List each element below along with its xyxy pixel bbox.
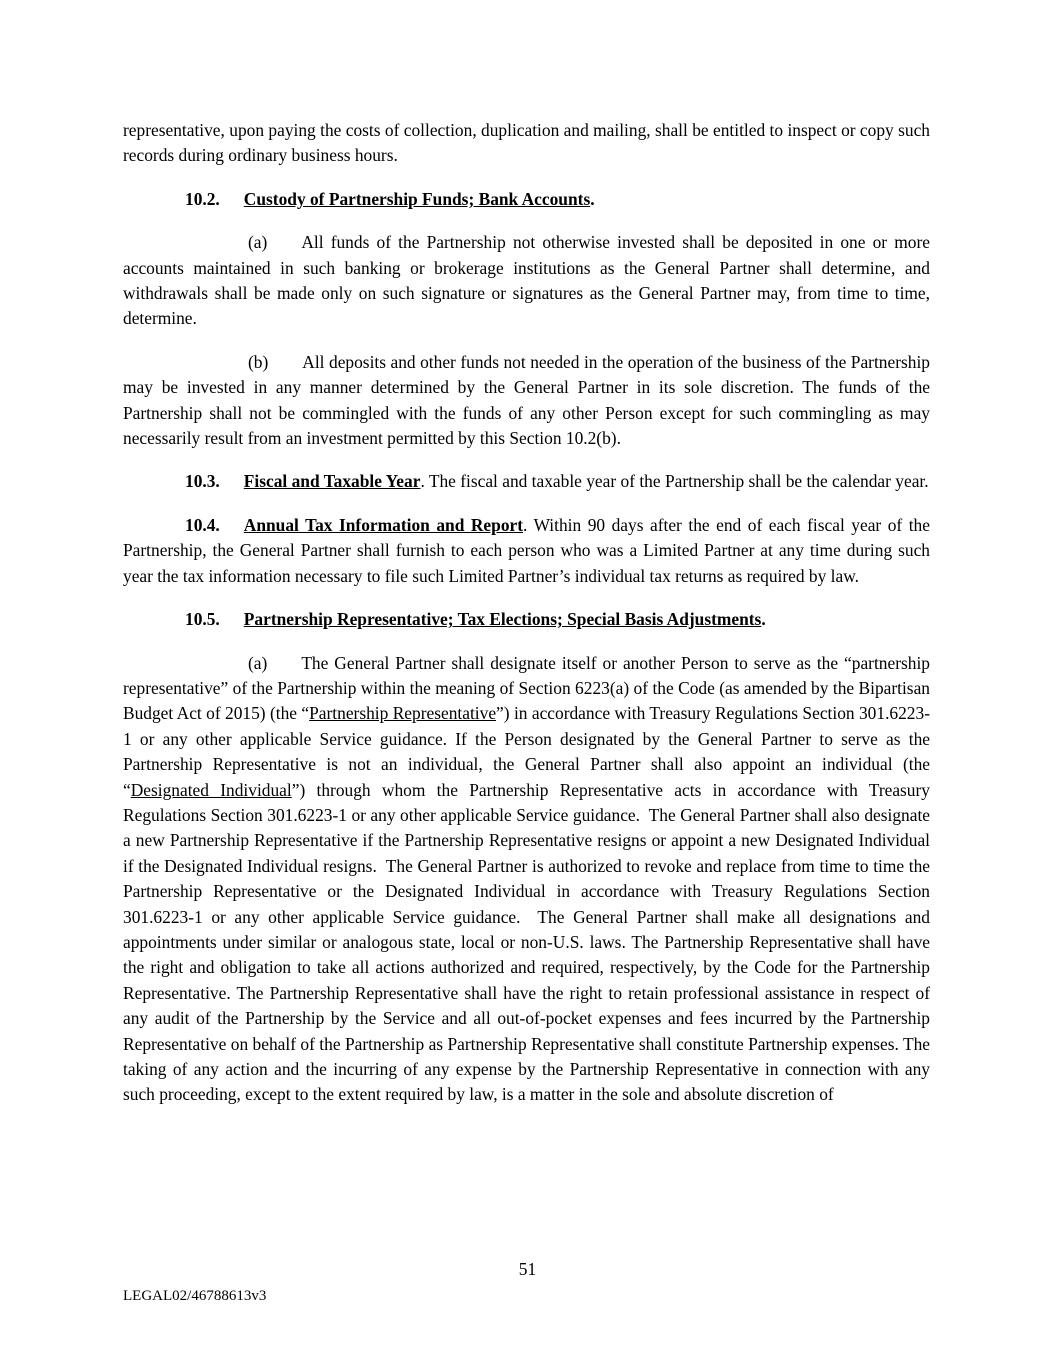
text-run: 10.3. <box>185 471 220 492</box>
text-run: ”) in accordance with Treasury Regulations Section 301.6223-1 or any other applicable Service guidance. If the Person designated by the General Partner to serve as the Partnership Representative is not an individual, the General Partner shall also appoint an individual (the “ <box>123 703 930 800</box>
heading-10-2 <box>123 187 930 212</box>
section-10-3 <box>123 469 930 494</box>
text-run: Custody of Partnership Funds; Bank Accounts <box>243 188 591 209</box>
doc-id-footer: LEGAL02/46788613v3 <box>123 1288 267 1304</box>
text-run: 10.2. <box>185 188 220 209</box>
text-run: The General Partner shall designate itself or another Person to serve as the “partnership representative” of the Partnership within the meaning of Section 6223(a) of the Code (as amended by the Bipartisan Budget Act of 2015) (the “ <box>123 652 930 724</box>
text-run: representative, upon paying the costs of collection, duplication and mailing, shall be entitled to inspect or copy such records during ordinary business hours. <box>123 120 930 166</box>
heading-10-5 <box>123 607 930 632</box>
text-run: . <box>590 188 595 209</box>
text-run: Designated Individual <box>130 779 292 800</box>
text-run: Fiscal and Taxable Year <box>243 471 421 492</box>
document-body <box>123 118 930 1126</box>
paragraph-10-5-a <box>123 651 930 1108</box>
text-run: . <box>761 609 766 630</box>
text-run: Partnership Representative <box>309 703 497 724</box>
paragraph-continuation <box>123 118 930 169</box>
text-run: (a) <box>248 232 268 253</box>
text-run: ”) through whom the Partnership Representative acts in accordance with Treasury Regulations Section 301.6223-1 or any other applicable Service guidance. The General Partner shall also designate a new Partnership Representative if the Partnership Representative resigns or appoint a new Designated Individual if the Designated Individual resigns. The General Partner is authorized to revoke and replace from time to time the Partnership Representative or the Designated Individual in accordance with Treasury Regulations Section 301.6223-1 or any other applicable Service guidance. The General Partner shall make all designations and appointments under similar or analogous state, local or non-U.S. laws. The Partnership Representative shall have the right and obligation to take all actions authorized and required, respectively, by the Code for the Partnership Representative. The Partnership Representative shall have the right to retain professional assistance in respect of any audit of the Partnership by the Service and all out-of-pocket expenses and fees incurred by the Partnership Representative on behalf of the Partnership as Partnership Representative shall constitute Partnership expenses. The taking of any action and the incurring of any expense by the Partnership Representative in connection with any such proceeding, except to the extent required by law, is a matter in the sole and absolute discretion of <box>123 779 930 1105</box>
text-run: All funds of the Partnership not otherwise invested shall be deposited in one or more accounts maintained in such banking or brokerage institutions as the General Partner shall determine, and withdrawals shall be made only on such signature or signatures as the General Partner may, from time to time, determine. <box>123 232 930 329</box>
text-run: 10.5. <box>185 609 220 630</box>
text-run: (b) <box>248 351 269 372</box>
text-run: All deposits and other funds not needed in the operation of the business of the Partnership may be invested in any manner determined by the General Partner in its sole discretion. The funds of the Partnership shall not be commingled with the funds of any other Person except for such commingling as may necessarily result from an investment permitted by this Section 10.2(b). <box>123 351 930 449</box>
text-run: Partnership Representative; Tax Elections; Special Basis Adjustments <box>243 609 762 630</box>
text-run: 10.4. <box>185 514 220 535</box>
text-run: (a) <box>248 652 268 673</box>
text-run: Annual Tax Information and Report <box>243 514 524 535</box>
page-number: 51 <box>518 1259 537 1279</box>
text-run: . Within 90 days after the end of each fiscal year of the Partnership, the General Partner shall furnish to each person who was a Limited Partner at any time during such year the tax information necessary to file such Limited Partner’s individual tax returns as required by law. <box>123 514 930 586</box>
paragraph-10-2-b <box>123 350 930 452</box>
text-run: . The fiscal and taxable year of the Partnership shall be the calendar year. <box>420 471 929 492</box>
paragraph-10-2-a <box>123 230 930 332</box>
section-10-4 <box>123 513 930 589</box>
